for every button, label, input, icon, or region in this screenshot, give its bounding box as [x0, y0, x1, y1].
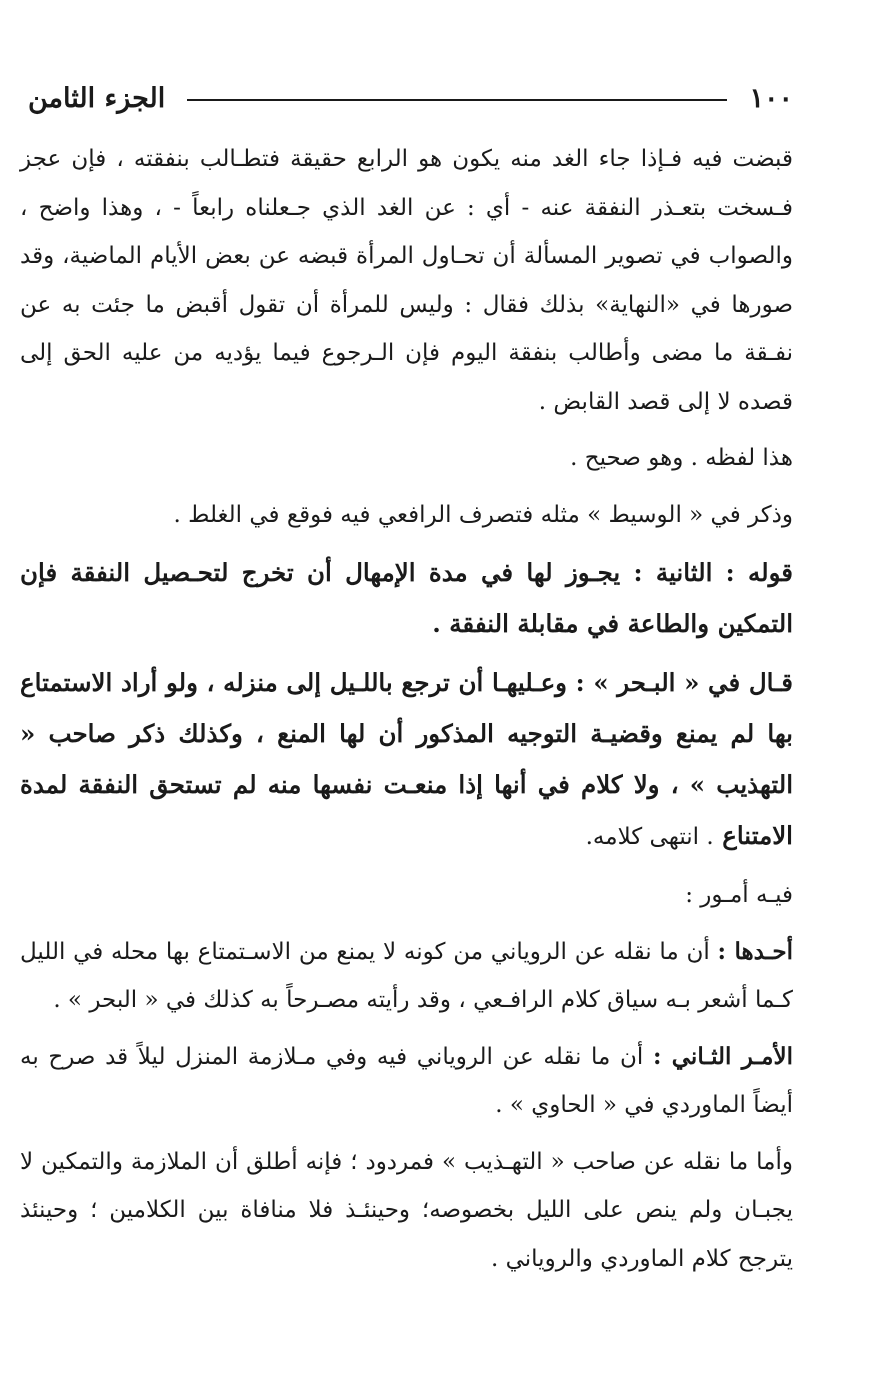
paragraph-7-lead: أحـدها :: [717, 937, 794, 965]
part-title: الجزء الثامن: [28, 82, 166, 114]
paragraph-9: وأما ما نقله عن صاحب « التهـذيب » فمردود ؛ فإنه أطلق أن الملازمة والتمكين لا يجبـان ولم ينص على الليل بخصوصه؛ وحينئـذ فلا منافاة بين الكلامين ؛ وحينئذ يترجح كلام الماوردي والروياني .: [20, 1148, 793, 1272]
paragraph-5-bold: قـال في « البـحر » : وعـليهـا أن ترجع باللـيل إلى منزله ، ولو أراد الاستمتاع بها لم يمنع وقضيـة التوجيه المذكور أن لها المنع ، وكذلك ذكر صاحب « التهذيب » ، ولا كلام في أنها إذا منعـت نفسها منه لم تستحق النفقة لمدة الامتناع: [20, 668, 793, 850]
paragraph-5: [20, 657, 793, 863]
paragraph-5-tail: . انتهى كلامه.: [585, 824, 714, 850]
paragraph-7-text: أن ما نقله عن الروياني من كونه لا يمنع من الاسـتمتاع بها محله في الليل كـما أشعر بـه سياق كلام الرافـعي ، وقد رأيته مصـرحاً به كذلك في « البحر » .: [20, 938, 793, 1013]
paragraph-8-text: أن ما نقله عن الروياني فيه وفي مـلازمة المنزل ليلاً قد صرح به أيضاً الماوردي في « الحاوي » .: [20, 1043, 793, 1118]
page-body: [20, 135, 793, 1283]
paragraph-1: قبضت فيه فـإذا جاء الغد منه يكون هو الرابع حقيقة فتطـالب بنفقته ، فإن عجز فـسخت بتعـذر النفقة عنه - أي : عن الغد الذي جـعلناه رابعاً - ، وهذا واضح ، والصواب في تصوير المسألة أن تحـاول المرأة قبضه عن بعض الأيام الماضية، وقد صورها في «النهاية» بذلك فقال : وليس للمرأة أن تقول أقبض ما جئت به عن نفـقة ما مضى وأطالب بنفقة اليوم فإن الـرجوع فيما يؤديه من عليه الحق إلى قصده لا إلى قصد القابض .: [20, 146, 793, 415]
paragraph-2: هذا لفظه . وهو صحيح .: [570, 445, 793, 471]
paragraph-7: [20, 928, 793, 1025]
paragraph-8: [20, 1033, 793, 1130]
page-header: [28, 78, 793, 118]
paragraph-6: فيـه أمـور :: [685, 882, 793, 908]
paragraph-8-lead: الأمـر الثـاني :: [652, 1042, 794, 1070]
header-rule: [187, 99, 727, 101]
page-number: ١٠٠: [749, 82, 793, 114]
paragraph-3: وذكر في « الوسيط » مثله فتصرف الرافعي فيه فوقع في الغلط .: [173, 501, 793, 528]
paragraph-4: قوله : الثانية : يجـوز لها في مدة الإمهال أن تخرج لتحـصيل النفقة فإن التمكين والطاعة في مقابلة النفقة .: [20, 558, 793, 638]
